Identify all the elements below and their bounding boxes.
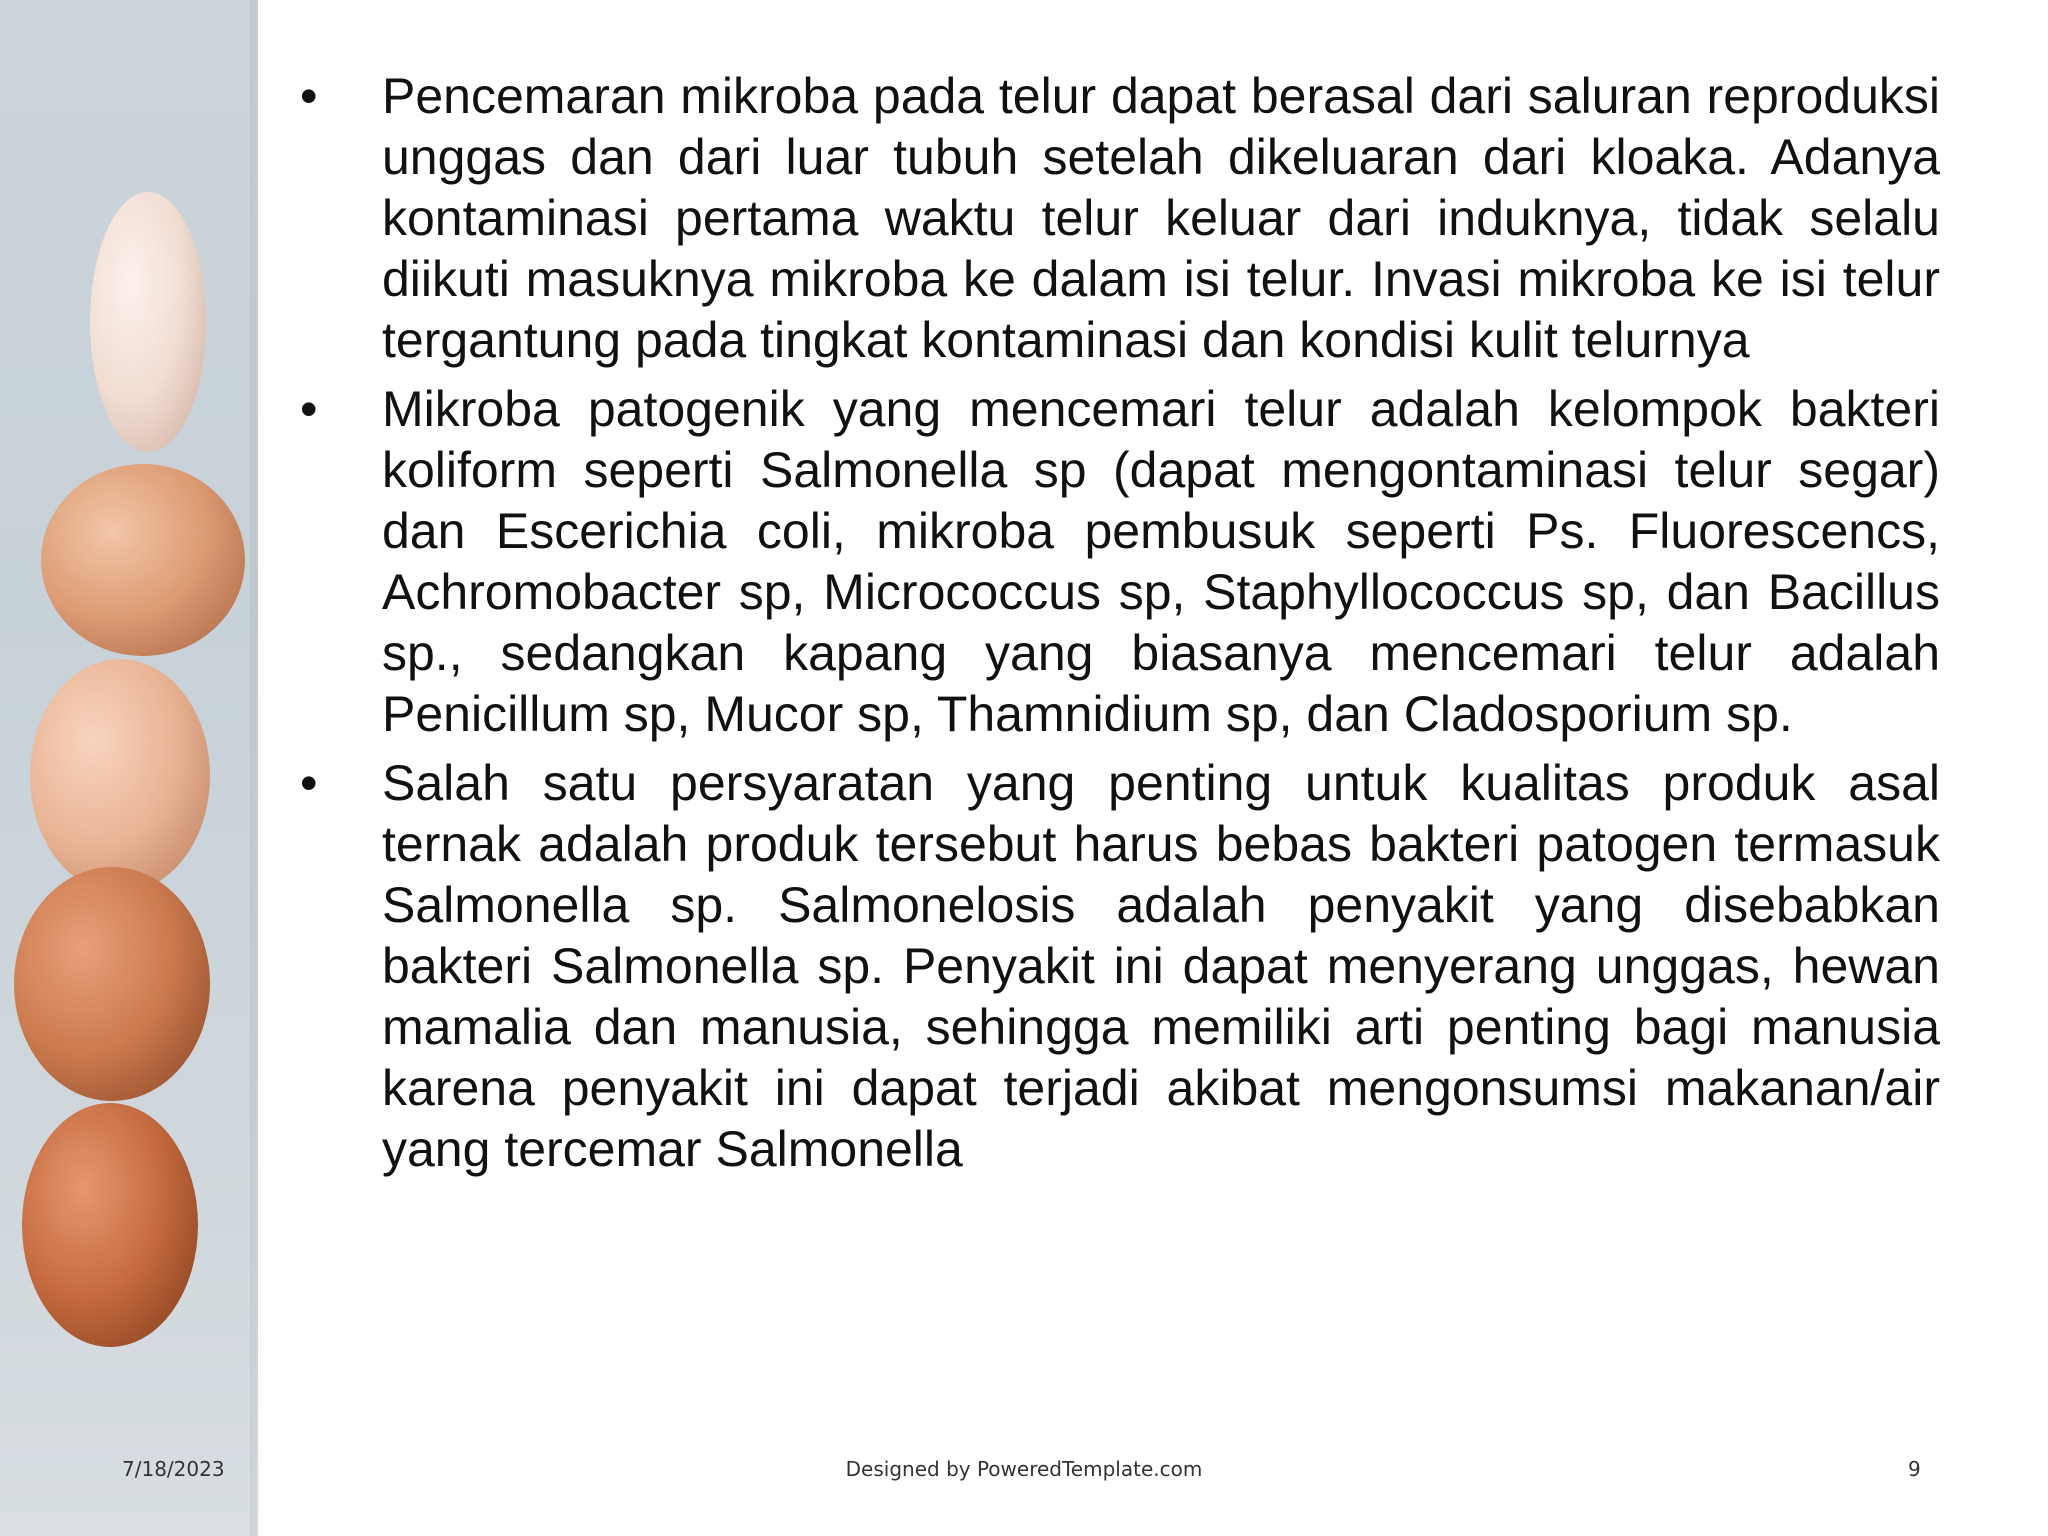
bullet-item <box>300 379 1940 745</box>
bullet-text: Mikroba patogenik yang mencemari telur adalah kelompok bakteri koliform seperti Salmonella sp (dapat mengontaminasi telur segar) dan Escerichia coli, mikroba pembusuk seperti Ps. Fluorescencs, Achromobacter sp, Micrococcus sp, Staphyllococcus sp, dan Bacillus sp., sedangkan kapang yang biasanya mencemari telur adalah Penicillum sp, Mucor sp, Thamnidium sp, dan Cladosporium sp. <box>382 381 1940 742</box>
slide-body <box>300 66 1940 1188</box>
bullet-text: Salah satu persyaratan yang penting untuk kualitas produk asal ternak adalah produk tersebut harus bebas bakteri patogen termasuk Salmonella sp. Salmonelosis adalah penyakit yang disebabkan bakteri Salmonella sp. Penyakit ini dapat menyerang unggas, hewan mamalia dan manusia, sehingga memiliki arti penting bagi manusia karena penyakit ini dapat terjadi akibat mengonsumsi makanan/air yang tercemar Salmonella <box>382 755 1940 1177</box>
bullet-icon: • <box>300 755 318 811</box>
bullet-icon: • <box>300 381 318 437</box>
bullet-item <box>300 753 1940 1180</box>
stacked-eggs-image <box>0 0 258 1536</box>
footer-credit-text: Designed by PoweredTemplate.com <box>845 1457 1203 1481</box>
bullet-item <box>300 66 1940 371</box>
egg-shape <box>41 464 245 656</box>
side-image-panel <box>0 0 258 1536</box>
footer-page-number: 9 <box>1908 1457 1921 1481</box>
footer-credit <box>0 1457 2048 1481</box>
egg-shape <box>22 1103 198 1347</box>
panel-edge-shadow <box>250 0 264 1536</box>
footer-date: 7/18/2023 <box>122 1457 225 1481</box>
bullet-text: Pencemaran mikroba pada telur dapat berasal dari saluran reproduksi unggas dan dari luar tubuh setelah dikeluaran dari kloaka. Adanya kontaminasi pertama waktu telur keluar dari induknya, tidak selalu diikuti masuknya mikroba ke dalam isi telur. Invasi mikroba ke isi telur tergantung pada tingkat kontaminasi dan kondisi kulit telurnya <box>382 68 1940 368</box>
egg-shape <box>30 659 210 893</box>
egg-shape <box>90 192 206 452</box>
bullet-icon: • <box>300 68 318 124</box>
egg-shape <box>14 867 210 1101</box>
bullet-list <box>300 66 1940 1180</box>
